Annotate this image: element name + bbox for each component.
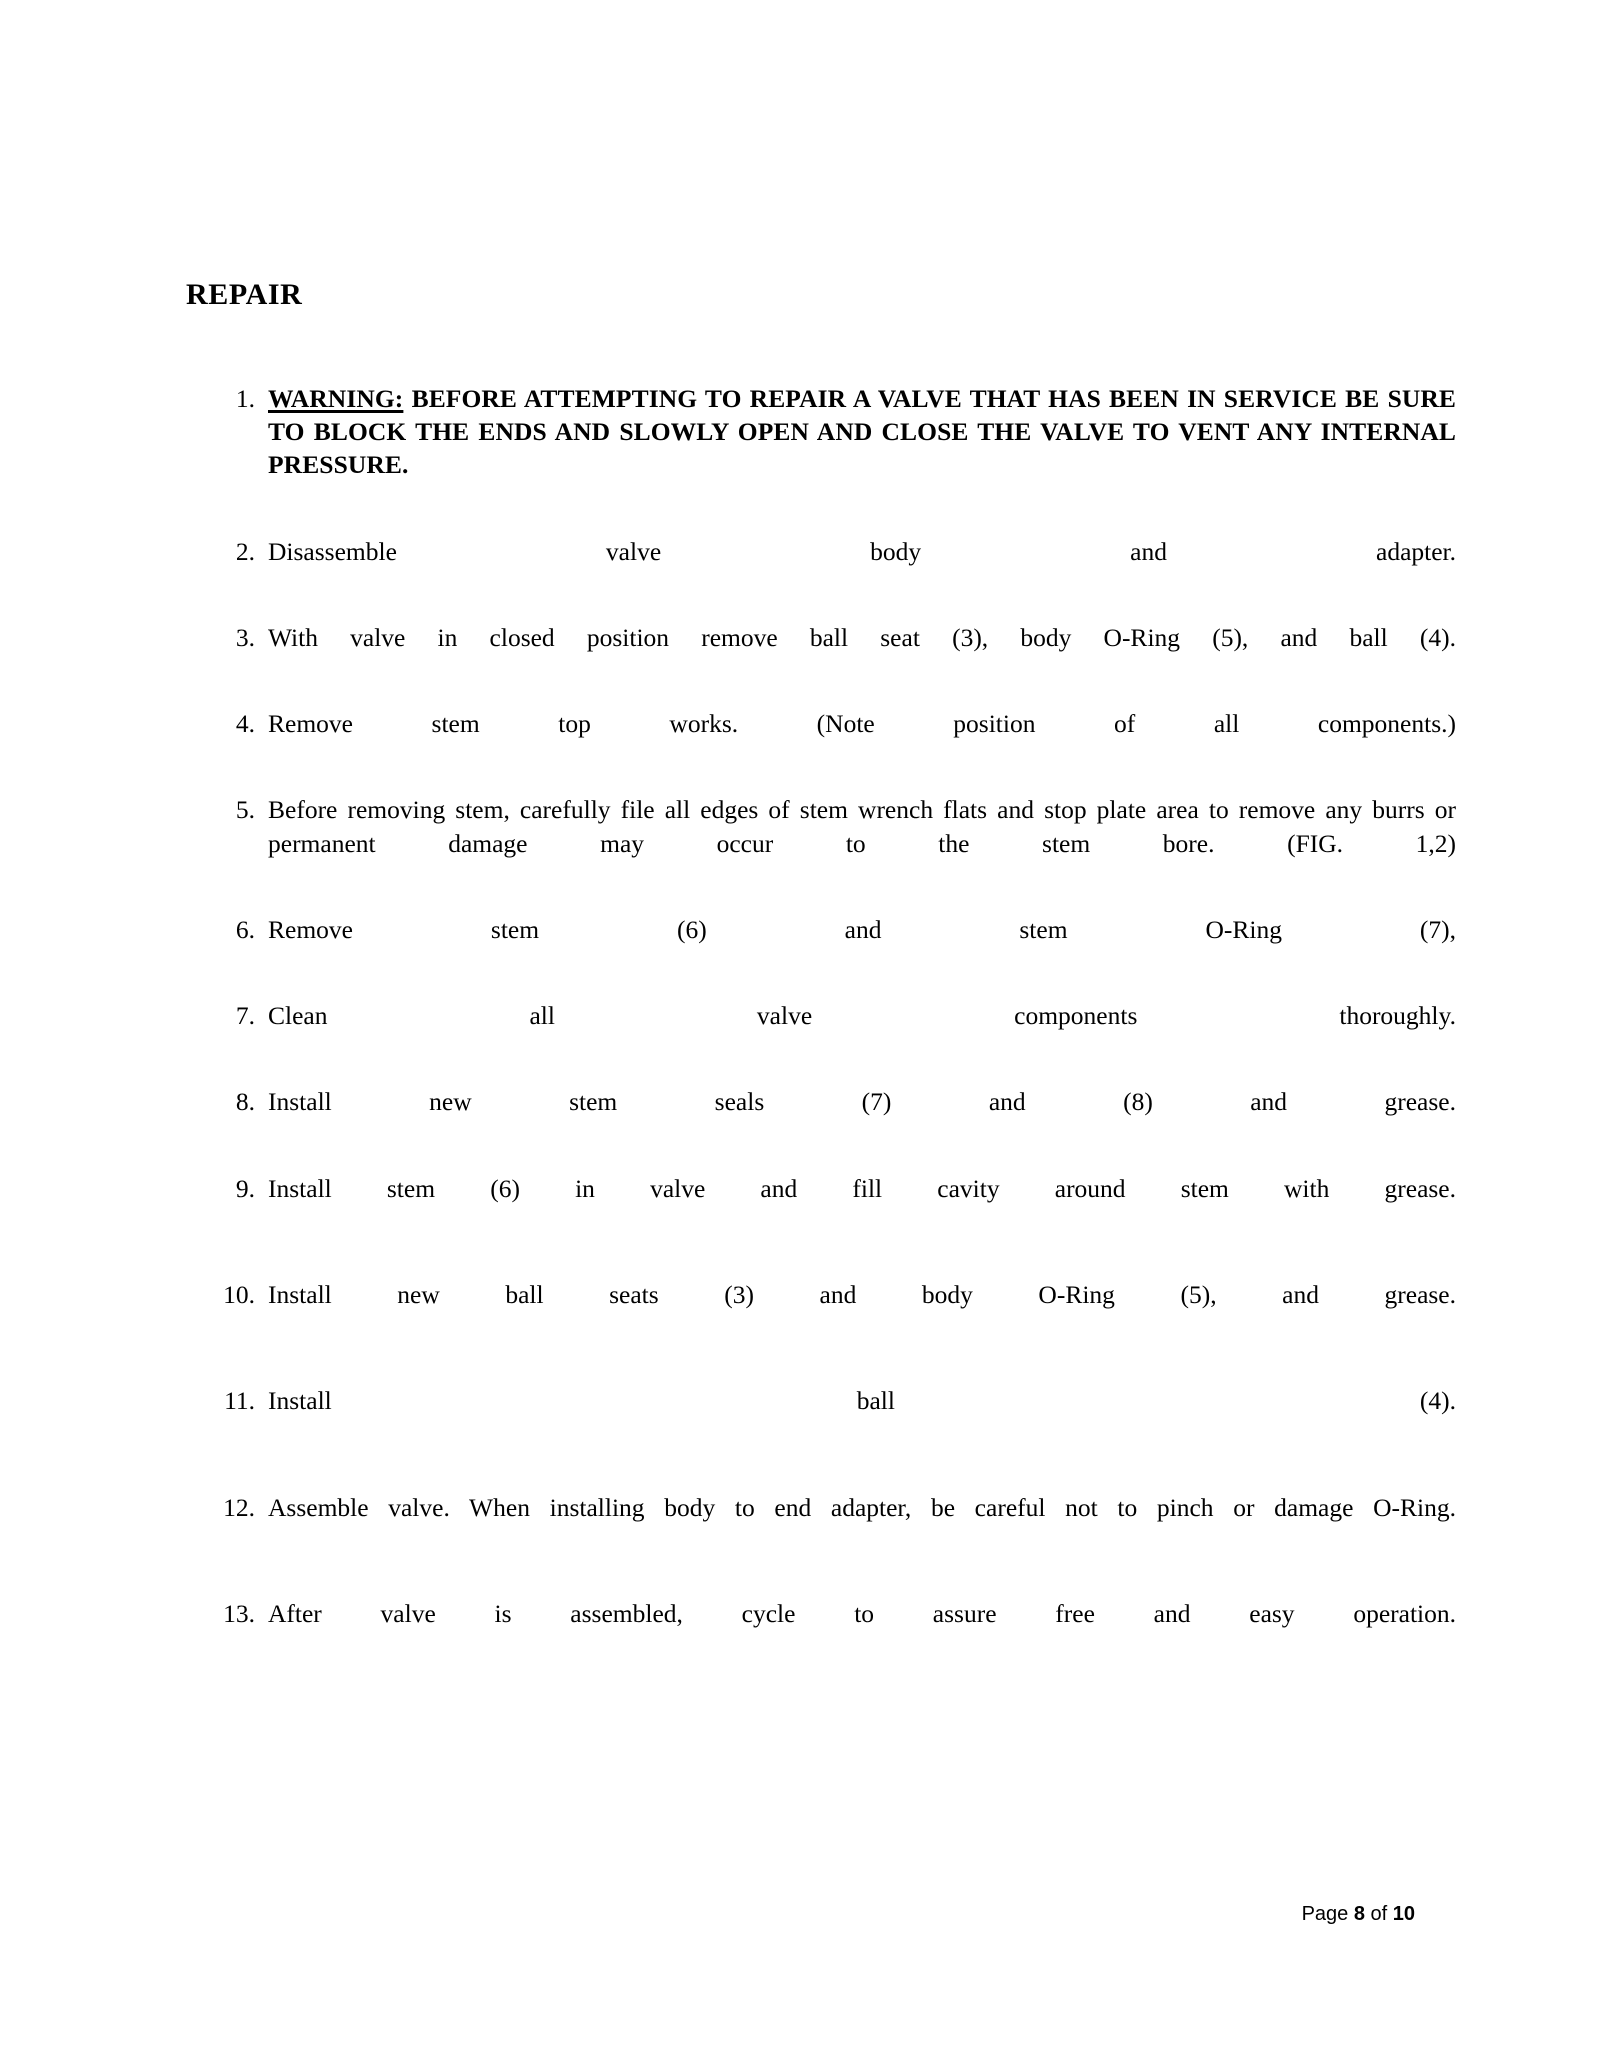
list-item-text: Clean all valve components thoroughly. bbox=[268, 1001, 1456, 1031]
list-item bbox=[200, 621, 1456, 687]
list-item-text: Remove stem top works. (Note position of all components.) bbox=[268, 709, 1456, 739]
list-item bbox=[200, 1278, 1456, 1344]
list-item-text: After valve is assembled, cycle to assure free and easy operation. bbox=[268, 1598, 1456, 1628]
list-item-number: 3. bbox=[235, 622, 255, 652]
list-item-number: 12. bbox=[223, 1492, 255, 1522]
footer-page-label: Page bbox=[1301, 1903, 1354, 1925]
list-item-text: Install ball (4). bbox=[268, 1386, 1456, 1416]
list-item bbox=[200, 535, 1456, 601]
list-item bbox=[200, 913, 1456, 979]
list-item-number: 2. bbox=[235, 536, 255, 566]
list-item-text bbox=[268, 382, 1456, 515]
list-item bbox=[200, 1172, 1456, 1238]
list-item-number: 11. bbox=[224, 1386, 255, 1416]
list-item-number: 5. bbox=[235, 795, 255, 825]
list-item-number: 4. bbox=[235, 709, 255, 739]
list-item bbox=[200, 1491, 1456, 1557]
list-item-text: Disassemble valve body and adapter. bbox=[268, 536, 1456, 566]
list-item-text: Before removing stem, carefully file all edges of stem wrench flats and stop plate area to remove any burrs or permanent damage may occur to the stem bore. (FIG. 1,2) bbox=[268, 795, 1456, 858]
list-item-number: 1. bbox=[235, 384, 255, 413]
list-item-text: Remove stem (6) and stem O-Ring (7), bbox=[268, 914, 1456, 944]
list-item-text: With valve in closed position remove ball seat (3), body O-Ring (5), and ball (4). bbox=[268, 622, 1456, 652]
list-item-text: Install new stem seals (7) and (8) and grease. bbox=[268, 1087, 1456, 1117]
warning-body: BEFORE ATTEMPTING TO REPAIR A VALVE THAT HAS BEEN IN SERVICE BE SURE TO BLOCK THE ENDS AND SLOWLY OPEN AND CLOSE THE VALVE TO VENT ANY INTERNAL PRESSURE. bbox=[268, 384, 1456, 480]
list-item-number: 6. bbox=[235, 914, 255, 944]
list-item-text: Install new ball seats (3) and body O-Ring (5), and grease. bbox=[268, 1279, 1456, 1309]
list-item bbox=[200, 793, 1456, 892]
list-item-number: 8. bbox=[235, 1087, 255, 1117]
list-item-number: 13. bbox=[223, 1598, 255, 1628]
footer-of-label: of bbox=[1364, 1903, 1393, 1925]
list-item bbox=[200, 382, 1456, 515]
list-item-text: Assemble valve. When installing body to end adapter, be careful not to pinch or damage O-Ring. bbox=[268, 1492, 1456, 1522]
list-item-number: 7. bbox=[235, 1001, 255, 1031]
list-item-number: 9. bbox=[235, 1173, 255, 1203]
warning-label: WARNING: bbox=[268, 384, 404, 413]
list-item bbox=[200, 707, 1456, 773]
footer-total-pages: 10 bbox=[1392, 1903, 1415, 1925]
page-footer bbox=[1302, 1902, 1415, 1926]
list-item-text: Install stem (6) in valve and fill cavity around stem with grease. bbox=[268, 1173, 1456, 1203]
list-item bbox=[200, 1597, 1456, 1663]
footer-current-page: 8 bbox=[1353, 1903, 1365, 1925]
page-title: REPAIR bbox=[186, 278, 303, 312]
list-item bbox=[200, 999, 1456, 1065]
list-item bbox=[200, 1384, 1456, 1450]
list-item bbox=[200, 1085, 1456, 1151]
repair-steps-list bbox=[160, 382, 1456, 1663]
list-item-number: 10. bbox=[223, 1279, 255, 1309]
